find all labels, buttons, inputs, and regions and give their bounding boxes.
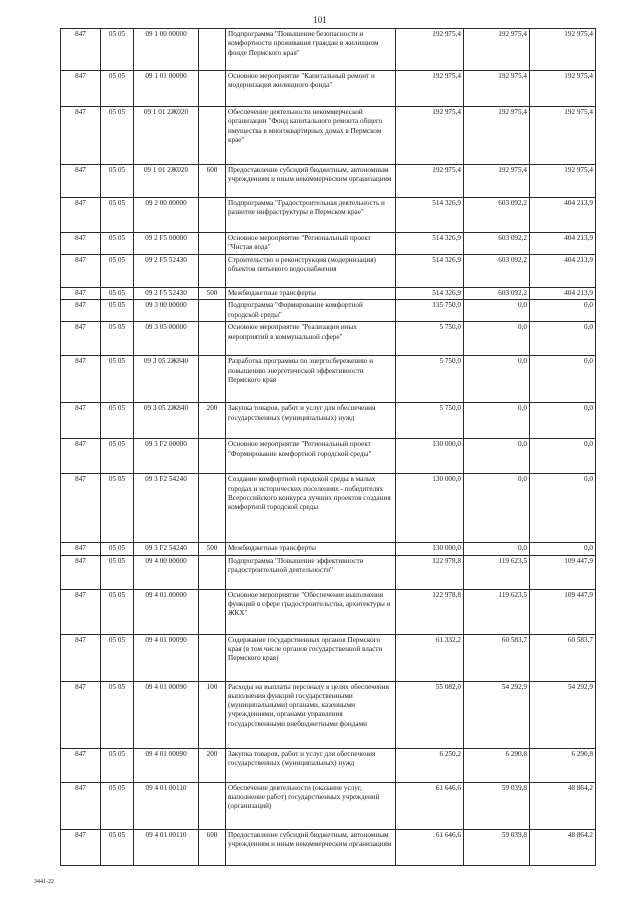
expense-type-cell: 600 [199, 165, 226, 198]
table-row [61, 165, 596, 198]
item-name-cell: Подпрограмма "Повышение эффективности градостроительной деятельности" [226, 555, 396, 589]
amount-year3-cell: 404 213,9 [530, 288, 596, 300]
admin-code-cell: 847 [61, 107, 101, 165]
admin-code-cell: 847 [61, 589, 101, 634]
amount-year1-cell: 514 326,9 [396, 198, 464, 233]
expense-type-cell [199, 255, 226, 288]
amount-year3-cell: 48 864,2 [530, 782, 596, 829]
amount-year1-cell: 192 975,4 [396, 29, 464, 71]
target-article-cell: 09 4 01 00000 [134, 589, 199, 634]
amount-year3-cell: 0,0 [530, 300, 596, 322]
item-name-cell: Основное мероприятие "Региональный проект "Формирование комфортной городской среды" [226, 439, 396, 474]
table-row [61, 300, 596, 322]
amount-year2-cell: 0,0 [464, 322, 530, 356]
item-name-cell: Обеспечение деятельности некоммерческой организации "Фонд капитального ремонта общего имущества в многоквартирных домах в Пермском крае" [226, 107, 396, 165]
amount-year1-cell: 514 326,9 [396, 255, 464, 288]
section-code-cell: 05 05 [101, 589, 134, 634]
amount-year3-cell: 0,0 [530, 403, 596, 439]
section-code-cell: 05 05 [101, 356, 134, 403]
amount-year2-cell: 603 092,2 [464, 198, 530, 233]
amount-year1-cell: 61 332,2 [396, 634, 464, 681]
expense-type-cell [199, 634, 226, 681]
item-name-cell: Содержание государственных органов Пермского края (в том числе органов государственной власти Пермского края) [226, 634, 396, 681]
expense-type-cell [199, 555, 226, 589]
amount-year3-cell: 109 447,9 [530, 555, 596, 589]
amount-year3-cell: 48 864,2 [530, 829, 596, 865]
target-article-cell: 09 3 F2 54240 [134, 543, 199, 555]
section-code-cell: 05 05 [101, 322, 134, 356]
amount-year1-cell: 130 000,0 [396, 439, 464, 474]
footer-code: 3441-22 [34, 879, 54, 885]
section-code-cell: 05 05 [101, 233, 134, 255]
amount-year2-cell: 0,0 [464, 543, 530, 555]
section-code-cell: 05 05 [101, 555, 134, 589]
admin-code-cell: 847 [61, 29, 101, 71]
amount-year2-cell: 54 292,9 [464, 681, 530, 748]
expense-type-cell [199, 71, 226, 107]
amount-year2-cell: 192 975,4 [464, 71, 530, 107]
target-article-cell: 09 3 F2 54240 [134, 474, 199, 543]
item-name-cell: Разработка программы по энергосбережению и повышению энергетической эффективности Пермского края [226, 356, 396, 403]
admin-code-cell: 847 [61, 748, 101, 782]
target-article-cell: 09 2 F5 52430 [134, 255, 199, 288]
section-code-cell: 05 05 [101, 107, 134, 165]
expense-type-cell: 100 [199, 681, 226, 748]
table-row [61, 356, 596, 403]
admin-code-cell: 847 [61, 356, 101, 403]
section-code-cell: 05 05 [101, 439, 134, 474]
section-code-cell: 05 05 [101, 198, 134, 233]
expense-type-cell: 200 [199, 748, 226, 782]
item-name-cell: Основное мероприятие "Капитальный ремонт и модернизация жилищного фонда" [226, 71, 396, 107]
amount-year1-cell: 514 326,9 [396, 288, 464, 300]
section-code-cell: 05 05 [101, 288, 134, 300]
amount-year1-cell: 122 978,8 [396, 589, 464, 634]
section-code-cell: 05 05 [101, 543, 134, 555]
amount-year2-cell: 192 975,4 [464, 165, 530, 198]
section-code-cell: 05 05 [101, 403, 134, 439]
admin-code-cell: 847 [61, 403, 101, 439]
table-row [61, 555, 596, 589]
table-row [61, 474, 596, 543]
amount-year2-cell: 119 623,5 [464, 589, 530, 634]
section-code-cell: 05 05 [101, 71, 134, 107]
target-article-cell: 09 2 00 00000 [134, 198, 199, 233]
admin-code-cell: 847 [61, 782, 101, 829]
expense-type-cell [199, 233, 226, 255]
target-article-cell: 09 3 00 00000 [134, 300, 199, 322]
item-name-cell: Основное мероприятие "Обеспечение выполнения функций в сфере градостроительства, архитектуры и ЖКХ" [226, 589, 396, 634]
admin-code-cell: 847 [61, 681, 101, 748]
expense-type-cell [199, 589, 226, 634]
table-row [61, 198, 596, 233]
amount-year1-cell: 61 646,6 [396, 829, 464, 865]
amount-year2-cell: 0,0 [464, 403, 530, 439]
item-name-cell: Подпрограмма "Формирование комфортной городской среды" [226, 300, 396, 322]
item-name-cell: Закупка товаров, работ и услуг для обеспечения государственных (муниципальных) нужд [226, 403, 396, 439]
section-code-cell: 05 05 [101, 474, 134, 543]
amount-year1-cell: 130 000,0 [396, 543, 464, 555]
expense-type-cell [199, 29, 226, 71]
table-row [61, 439, 596, 474]
item-name-cell: Предоставление субсидий бюджетным, автономным учреждениям и иным некоммерческим организациям [226, 829, 396, 865]
target-article-cell: 09 1 01 2Ж020 [134, 107, 199, 165]
amount-year2-cell: 603 092,2 [464, 233, 530, 255]
section-code-cell: 05 05 [101, 165, 134, 198]
target-article-cell: 09 1 00 00000 [134, 29, 199, 71]
amount-year2-cell: 0,0 [464, 300, 530, 322]
item-name-cell: Закупка товаров, работ и услуг для обеспечения государственных (муниципальных) нужд [226, 748, 396, 782]
amount-year3-cell: 404 213,9 [530, 198, 596, 233]
budget-table [60, 28, 596, 866]
admin-code-cell: 847 [61, 322, 101, 356]
amount-year3-cell: 6 290,8 [530, 748, 596, 782]
target-article-cell: 09 2 F5 00000 [134, 233, 199, 255]
expense-type-cell [199, 439, 226, 474]
amount-year2-cell: 119 623,5 [464, 555, 530, 589]
expense-type-cell: 500 [199, 543, 226, 555]
table-row [61, 589, 596, 634]
amount-year2-cell: 59 039,8 [464, 829, 530, 865]
admin-code-cell: 847 [61, 255, 101, 288]
amount-year3-cell: 192 975,4 [530, 29, 596, 71]
amount-year2-cell: 60 583,7 [464, 634, 530, 681]
target-article-cell: 09 4 01 00090 [134, 748, 199, 782]
table-row [61, 634, 596, 681]
amount-year3-cell: 404 213,9 [530, 255, 596, 288]
section-code-cell: 05 05 [101, 748, 134, 782]
target-article-cell: 09 4 01 00110 [134, 829, 199, 865]
expense-type-cell [199, 300, 226, 322]
item-name-cell: Строительство и реконструкция (модернизация) объектов питьевого водоснабжения [226, 255, 396, 288]
table-row [61, 29, 596, 71]
admin-code-cell: 847 [61, 165, 101, 198]
section-code-cell: 05 05 [101, 829, 134, 865]
target-article-cell: 09 4 01 00110 [134, 782, 199, 829]
expense-type-cell: 600 [199, 829, 226, 865]
table-body [61, 29, 596, 866]
admin-code-cell: 847 [61, 474, 101, 543]
admin-code-cell: 847 [61, 198, 101, 233]
admin-code-cell: 847 [61, 543, 101, 555]
amount-year2-cell: 0,0 [464, 439, 530, 474]
item-name-cell: Основное мероприятие "Реализация иных мероприятий в коммунальной сфере" [226, 322, 396, 356]
page-number: 101 [313, 15, 327, 25]
target-article-cell: 09 4 01 00090 [134, 634, 199, 681]
item-name-cell: Расходы на выплаты персоналу в целях обеспечения выполнения функций государственными (муниципальными) органами, казенными учреждениями, органами управления государственными внебюджетными фондами [226, 681, 396, 748]
admin-code-cell: 847 [61, 288, 101, 300]
amount-year1-cell: 135 750,0 [396, 300, 464, 322]
item-name-cell: Межбюджетные трансферты [226, 288, 396, 300]
expense-type-cell [199, 107, 226, 165]
amount-year3-cell: 404 213,9 [530, 233, 596, 255]
amount-year2-cell: 603 092,2 [464, 288, 530, 300]
amount-year2-cell: 192 975,4 [464, 107, 530, 165]
amount-year1-cell: 6 250,2 [396, 748, 464, 782]
amount-year2-cell: 59 039,8 [464, 782, 530, 829]
table-row [61, 782, 596, 829]
admin-code-cell: 847 [61, 300, 101, 322]
amount-year3-cell: 192 975,4 [530, 165, 596, 198]
target-article-cell: 09 4 00 00000 [134, 555, 199, 589]
section-code-cell: 05 05 [101, 29, 134, 71]
amount-year3-cell: 0,0 [530, 439, 596, 474]
amount-year1-cell: 192 975,4 [396, 165, 464, 198]
table-row [61, 748, 596, 782]
amount-year3-cell: 0,0 [530, 474, 596, 543]
amount-year1-cell: 61 646,6 [396, 782, 464, 829]
item-name-cell: Создание комфортной городской среды в малых городах и исторических поселениях - победителях Всероссийского конкурса лучших проектов создания комфортной городской среды [226, 474, 396, 543]
amount-year3-cell: 192 975,4 [530, 107, 596, 165]
amount-year3-cell: 54 292,9 [530, 681, 596, 748]
admin-code-cell: 847 [61, 634, 101, 681]
expense-type-cell: 500 [199, 288, 226, 300]
item-name-cell: Основное мероприятие "Региональный проект "Чистая вода" [226, 233, 396, 255]
table-row [61, 322, 596, 356]
item-name-cell: Подпрограмма "Повышение безопасности и комфортности проживания граждан в жилищном фонде Пермского края" [226, 29, 396, 71]
item-name-cell: Предоставление субсидий бюджетным, автономным учреждениям и иным некоммерческим организациям [226, 165, 396, 198]
admin-code-cell: 847 [61, 555, 101, 589]
table-row [61, 288, 596, 300]
admin-code-cell: 847 [61, 829, 101, 865]
item-name-cell: Обеспечение деятельности (оказание услуг, выполнение работ) государственных учреждений (организаций) [226, 782, 396, 829]
section-code-cell: 05 05 [101, 782, 134, 829]
amount-year2-cell: 0,0 [464, 474, 530, 543]
section-code-cell: 05 05 [101, 681, 134, 748]
expense-type-cell [199, 356, 226, 403]
amount-year3-cell: 0,0 [530, 322, 596, 356]
table-row [61, 829, 596, 865]
table-row [61, 543, 596, 555]
amount-year3-cell: 0,0 [530, 356, 596, 403]
expense-type-cell [199, 782, 226, 829]
amount-year1-cell: 5 750,0 [396, 322, 464, 356]
amount-year2-cell: 6 290,8 [464, 748, 530, 782]
amount-year1-cell: 192 975,4 [396, 107, 464, 165]
amount-year2-cell: 0,0 [464, 356, 530, 403]
section-code-cell: 05 05 [101, 255, 134, 288]
amount-year1-cell: 5 750,0 [396, 403, 464, 439]
expense-type-cell [199, 198, 226, 233]
admin-code-cell: 847 [61, 233, 101, 255]
admin-code-cell: 847 [61, 71, 101, 107]
target-article-cell: 09 3 05 2Ж840 [134, 403, 199, 439]
amount-year1-cell: 514 326,9 [396, 233, 464, 255]
expense-type-cell [199, 322, 226, 356]
table-row [61, 233, 596, 255]
amount-year3-cell: 0,0 [530, 543, 596, 555]
amount-year2-cell: 192 975,4 [464, 29, 530, 71]
amount-year1-cell: 55 082,0 [396, 681, 464, 748]
table-row [61, 107, 596, 165]
target-article-cell: 09 4 01 00090 [134, 681, 199, 748]
target-article-cell: 09 1 01 2Ж020 [134, 165, 199, 198]
table-row [61, 681, 596, 748]
target-article-cell: 09 2 F5 52430 [134, 288, 199, 300]
amount-year1-cell: 122 978,8 [396, 555, 464, 589]
section-code-cell: 05 05 [101, 300, 134, 322]
target-article-cell: 09 3 F2 00000 [134, 439, 199, 474]
item-name-cell: Межбюджетные трансферты [226, 543, 396, 555]
amount-year1-cell: 192 975,4 [396, 71, 464, 107]
amount-year3-cell: 192 975,4 [530, 71, 596, 107]
target-article-cell: 09 3 05 00000 [134, 322, 199, 356]
admin-code-cell: 847 [61, 439, 101, 474]
expense-type-cell [199, 474, 226, 543]
amount-year1-cell: 130 000,0 [396, 474, 464, 543]
table-row [61, 255, 596, 288]
expense-type-cell: 200 [199, 403, 226, 439]
table-row [61, 403, 596, 439]
table-row [61, 71, 596, 107]
target-article-cell: 09 1 01 00000 [134, 71, 199, 107]
amount-year2-cell: 603 092,2 [464, 255, 530, 288]
target-article-cell: 09 3 05 2Ж840 [134, 356, 199, 403]
amount-year1-cell: 5 750,0 [396, 356, 464, 403]
item-name-cell: Подпрограмма "Градостроительная деятельность и развитие инфраструктуры в Пермском крае" [226, 198, 396, 233]
amount-year3-cell: 109 447,9 [530, 589, 596, 634]
section-code-cell: 05 05 [101, 634, 134, 681]
amount-year3-cell: 60 583,7 [530, 634, 596, 681]
